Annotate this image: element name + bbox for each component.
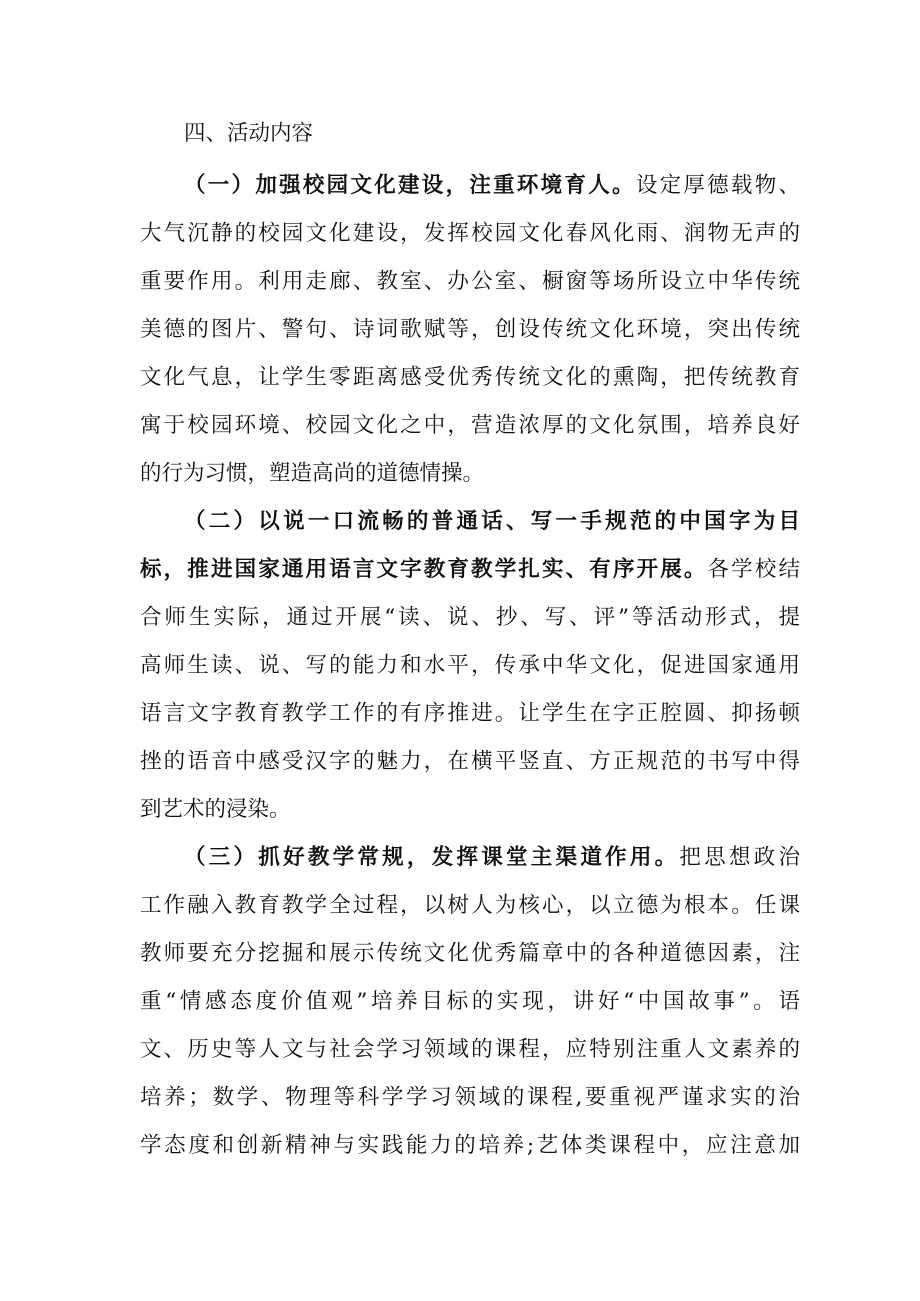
section2-line: 到艺术的浸染。	[140, 797, 291, 822]
section-heading: 四、活动内容	[184, 121, 314, 146]
section2-line2-rest: 各学校结	[707, 557, 800, 582]
section2-line: 高师生读、说、写的能力和水平，传承中华文化，促进国家通用	[140, 653, 800, 678]
section1-line: 重要作用。利用走廊、教室、办公室、橱窗等场所设立中华传统	[140, 269, 800, 294]
section2-line: 挫的语音中感受汉字的魅力，在横平竖直、方正规范的书写中得	[140, 749, 800, 774]
section3-first-line	[184, 834, 800, 882]
section3-first-line-rest: 把思想政治	[679, 845, 800, 870]
section2-line: 合师生实际，通过开展“读、说、抄、写、评”等活动形式，提	[140, 605, 800, 630]
section3-line: 工作融入教育教学全过程，以树人为核心，以立德为根本。任课	[140, 893, 800, 918]
section3-line: 培养；数学、物理等科学学习领域的课程,要重视严谨求实的治	[140, 1085, 800, 1110]
section3-line: 学态度和创新精神与实践能力的培养;艺体类课程中，应注意加	[140, 1133, 800, 1158]
section2-title-line1: （二）以说一口流畅的普通话、写一手规范的中国字为目	[184, 509, 800, 534]
section1-title: （一）加强校园文化建设，注重环境育人。	[184, 173, 636, 198]
section1-line: 寓于校园环境、校园文化之中，营造浓厚的文化氛围，培养良好	[140, 413, 800, 438]
section2-title-line2	[140, 546, 800, 594]
section1-line: 的行为习惯，塑造高尚的道德情操。	[140, 461, 485, 486]
section3-line: 教师要充分挖掘和展示传统文化优秀篇章中的各种道德因素，注	[140, 941, 800, 966]
section1-first-line-rest: 设定厚德载物、	[635, 173, 800, 198]
section2-line: 语言文字教育教学工作的有序推进。让学生在字正腔圆、抑扬顿	[140, 701, 800, 726]
section1-first-line	[184, 162, 800, 210]
section3-line: 文、历史等人文与社会学习领域的课程，应特别注重人文素养的	[140, 1037, 800, 1062]
section3-line: 重“情感态度价值观”培养目标的实现，讲好“中国故事”。语	[140, 989, 800, 1014]
section1-line: 文化气息，让学生零距离感受优秀传统文化的熏陶，把传统教育	[140, 365, 800, 390]
section1-line: 大气沉静的校园文化建设，发挥校园文化春风化雨、润物无声的	[140, 221, 800, 246]
section3-title: （三）抓好教学常规，发挥课堂主渠道作用。	[184, 845, 680, 870]
section2-title-continued: 标，推进国家通用语言文字教育教学扎实、有序开展。	[140, 557, 708, 582]
section1-line: 美德的图片、警句、诗词歌赋等，创设传统文化环境，突出传统	[140, 317, 800, 342]
